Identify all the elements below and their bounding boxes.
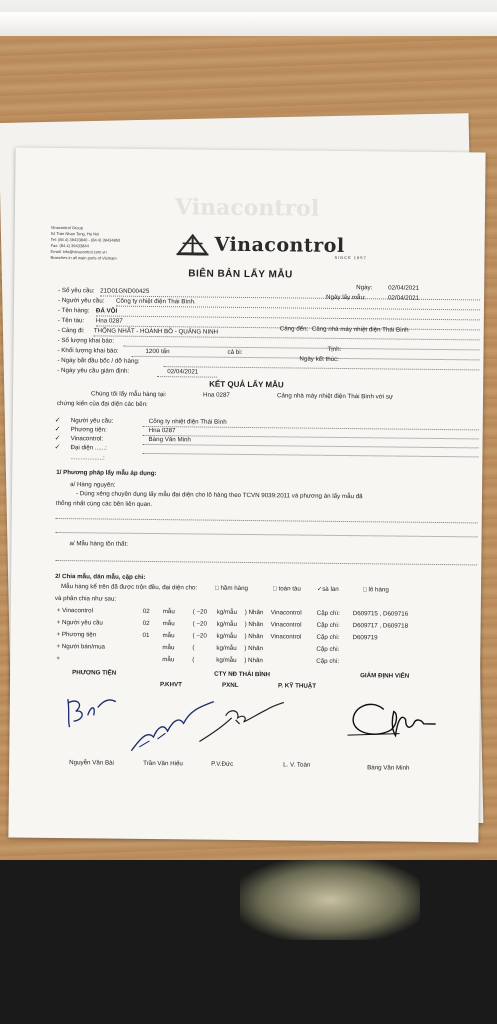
sig-header-pxnl: PXNL — [221, 681, 239, 689]
witness-extra: ...................: — [70, 454, 105, 462]
row-label: ) Nhãn — [244, 620, 264, 629]
row-owner: Vinacontrol — [270, 621, 302, 629]
row-seal-label: Cặp chì: — [316, 633, 340, 641]
witness-label: Vinacontrol: — [70, 435, 104, 443]
signer-name: L. V. Toàn — [283, 761, 311, 769]
signature-mark — [339, 689, 440, 750]
vinacontrol-logo — [174, 231, 394, 259]
declared-weight-label: - Khối lượng khai báo: — [57, 347, 119, 355]
company-line: Vinacontrol Group — [50, 224, 83, 231]
witness-value: Bàng Văn Minh — [148, 435, 191, 444]
signer-name: Trần Văn Hiếu — [143, 759, 183, 768]
row-kg: kg/mẫu — [216, 632, 237, 640]
row-seals: D609719 — [352, 634, 378, 642]
method-b-label: a/ Mẫu hàng tồn thất: — [69, 540, 128, 548]
company-line: Tel: (84.4) 39433840 - (84.4) 39434850 — [50, 236, 121, 243]
vessel-label: - Tên tàu: — [57, 317, 85, 325]
signer-name: P.V.Đức — [211, 760, 234, 768]
check-icon: ✓ — [54, 416, 61, 425]
row-seal-label: Cặp chì: — [316, 609, 340, 617]
signature-mark — [61, 693, 121, 734]
row-owner: Vinacontrol — [270, 633, 302, 641]
distribution-intro: Mẫu hàng kể trên đã được trộn đều, đại diện cho: — [60, 583, 198, 592]
end-date-label: Ngày kết thúc: — [299, 355, 340, 363]
row-weight: ( ~20 — [192, 632, 207, 640]
sig-header-technical: P. KỸ THUẬT — [277, 682, 317, 690]
witness-label: Đại diện ......: — [70, 444, 107, 452]
document-sheet — [8, 148, 485, 843]
intro-text-3: chứng kiến của đại diện các bên: — [56, 400, 148, 408]
option-hold: □ hầm hàng — [214, 584, 249, 593]
vessel-value: Hna 0287 — [95, 317, 123, 325]
option-lot: □ lô hàng — [362, 586, 389, 594]
departure-port-value: THỐNG NHẤT - HOÀNH BỒ - QUẢNG NINH — [93, 327, 219, 336]
goods-name-label: - Tên hàng: — [57, 307, 90, 315]
inspection-date-value: 02/04/2021 — [167, 368, 199, 376]
row-owner: Vinacontrol — [270, 609, 302, 617]
arrival-port-label: Cảng đến: — [279, 325, 309, 333]
company-line: Branches in all main ports of Vietnam — [50, 254, 117, 261]
witness-value: Hna 0287 — [148, 426, 176, 435]
row-kg: kg/mẫu — [216, 656, 237, 664]
requester-value: Công ty nhiệt điện Thái Bình. — [115, 297, 196, 306]
row-count: 01 — [142, 631, 150, 639]
intro-text: Chúng tôi lấy mẫu hàng tại: — [91, 390, 167, 399]
start-date-label: - Ngày bắt đầu bốc / dỡ hàng: — [57, 357, 140, 365]
row-label: ) Nhãn — [244, 656, 263, 665]
company-line: Email: info@vinacontrol.com.vn — [50, 248, 107, 255]
declared-weight-value: 1200 tấn — [145, 347, 170, 356]
check-icon: ✓ — [54, 434, 61, 443]
floor-light — [240, 860, 420, 940]
request-number: 21D01GND00425 — [100, 287, 150, 295]
distribution-intro-2: và phân chia như sau: — [54, 594, 117, 603]
row-unit: mẫu — [162, 608, 175, 616]
watermark: Vinacontrol — [174, 194, 320, 222]
company-line: 54 Tran Nhan Tong, Ha Noi — [50, 230, 100, 237]
row-kg: kg/mẫu — [216, 644, 237, 652]
intro-vessel: Hna 0287 — [203, 391, 230, 399]
intro-text-2: Cảng nhà máy nhiệt điện Thái Bình với sự — [277, 392, 394, 401]
sig-header-khvt: P.KHVT — [159, 681, 182, 689]
arrival-port-value: Cảng nhà máy nhiệt điện Thái Bình — [311, 325, 409, 334]
row-weight: ( ~20 — [192, 620, 207, 628]
row-unit: mẫu — [162, 632, 175, 640]
method-a-label: a/ Hàng nguyên: — [70, 481, 116, 489]
method-a-text-2: thống nhất cùng các bên liên quan. — [55, 499, 153, 509]
row-label: ) Nhãn — [244, 632, 264, 641]
document-title: BIÊN BẢN LẤY MẪU — [188, 268, 293, 281]
signer-name: Nguyễn Văn Bài — [69, 759, 114, 767]
sample-date-label: Ngày lấy mẫu: — [326, 293, 366, 302]
scale-logo-icon — [175, 233, 211, 255]
request-number-label: - Số yêu cầu: — [58, 287, 95, 295]
result-heading: KẾT QUẢ LẤY MẪU — [209, 379, 284, 390]
witness-label: Người yêu cầu: — [70, 417, 114, 425]
check-icon: ✓ — [54, 443, 61, 452]
logo-since: SINCE 1957 — [334, 254, 367, 261]
option-barge: ✓sà lan — [316, 585, 339, 593]
declared-quantity-label: - Số lượng khai báo: — [57, 337, 115, 345]
row-seals: D609715 , D609716 — [352, 610, 409, 618]
row-label: ) Nhãn — [244, 608, 264, 617]
sig-header-inspector: GIÁM ĐỊNH VIÊN — [360, 672, 410, 680]
row-unit: mẫu — [162, 644, 175, 652]
check-icon: ✓ — [54, 425, 61, 434]
row-unit: mẫu — [162, 620, 175, 628]
sample-date-value: 02/04/2021 — [388, 294, 420, 302]
date-value: 02/04/2021 — [388, 284, 420, 292]
requester-label: - Người yêu cầu: — [57, 297, 105, 305]
sig-header-vessel: PHƯƠNG TIỆN — [72, 669, 117, 677]
signature-mark — [195, 697, 286, 748]
sampling-report — [8, 148, 485, 843]
row-seals: D609717 , D609718 — [352, 622, 409, 630]
distribution-heading: 2/ Chia mẫu, dán mẫu, cặp chì: — [55, 572, 146, 581]
date-label: Ngày: — [356, 284, 373, 292]
row-party: + Người yêu cầu — [56, 619, 103, 627]
net-label: Tịnh: — [327, 345, 342, 353]
signer-name: Bàng Văn Minh — [367, 764, 410, 772]
row-party: + Phương tiện — [56, 631, 97, 639]
row-seal-label: Cặp chì: — [316, 621, 340, 629]
row-party: + Người bán/mua — [56, 643, 106, 651]
row-kg: kg/mẫu — [216, 608, 238, 616]
row-weight: ( — [192, 644, 195, 652]
row-unit: mẫu — [162, 656, 175, 664]
row-seal-label: Cặp chì: — [316, 645, 340, 653]
row-party: + — [56, 655, 60, 663]
gross-label: cả bì: — [227, 348, 243, 356]
method-heading: 1/ Phương pháp lấy mẫu áp dụng: — [56, 469, 157, 478]
goods-name-value: ĐÁ VÔI — [95, 307, 118, 315]
row-seal-label: Cặp chì: — [316, 657, 340, 665]
inspection-date-label: - Ngày yêu cầu giám định: — [57, 367, 130, 375]
row-weight: ( — [192, 656, 195, 664]
witness-label: Phương tiện: — [70, 426, 107, 434]
row-count: 02 — [142, 619, 150, 627]
row-label: ) Nhãn — [244, 644, 264, 653]
row-party: + Vinacontrol — [56, 607, 94, 615]
departure-port-label: - Cảng đi: — [57, 327, 85, 335]
method-a-text: - Dùng xẻng chuyên dụng lấy mẫu đại diện cho lô hàng theo TCVN 9039:2011 và phương án lấy mẫu đã — [75, 490, 363, 501]
row-weight: ( ~20 — [192, 608, 208, 616]
row-count: 02 — [142, 607, 150, 615]
option-ship: □ toàn tàu — [272, 585, 301, 593]
row-kg: kg/mẫu — [216, 620, 237, 628]
sig-header-company: CTY NĐ THÁI BÌNH — [214, 670, 271, 679]
witness-value: Công ty nhiệt điện Thái Bình — [148, 417, 227, 426]
logo-text: Vinacontrol — [214, 233, 345, 258]
company-line: Fax: (84.4) 39433844 — [50, 242, 89, 249]
